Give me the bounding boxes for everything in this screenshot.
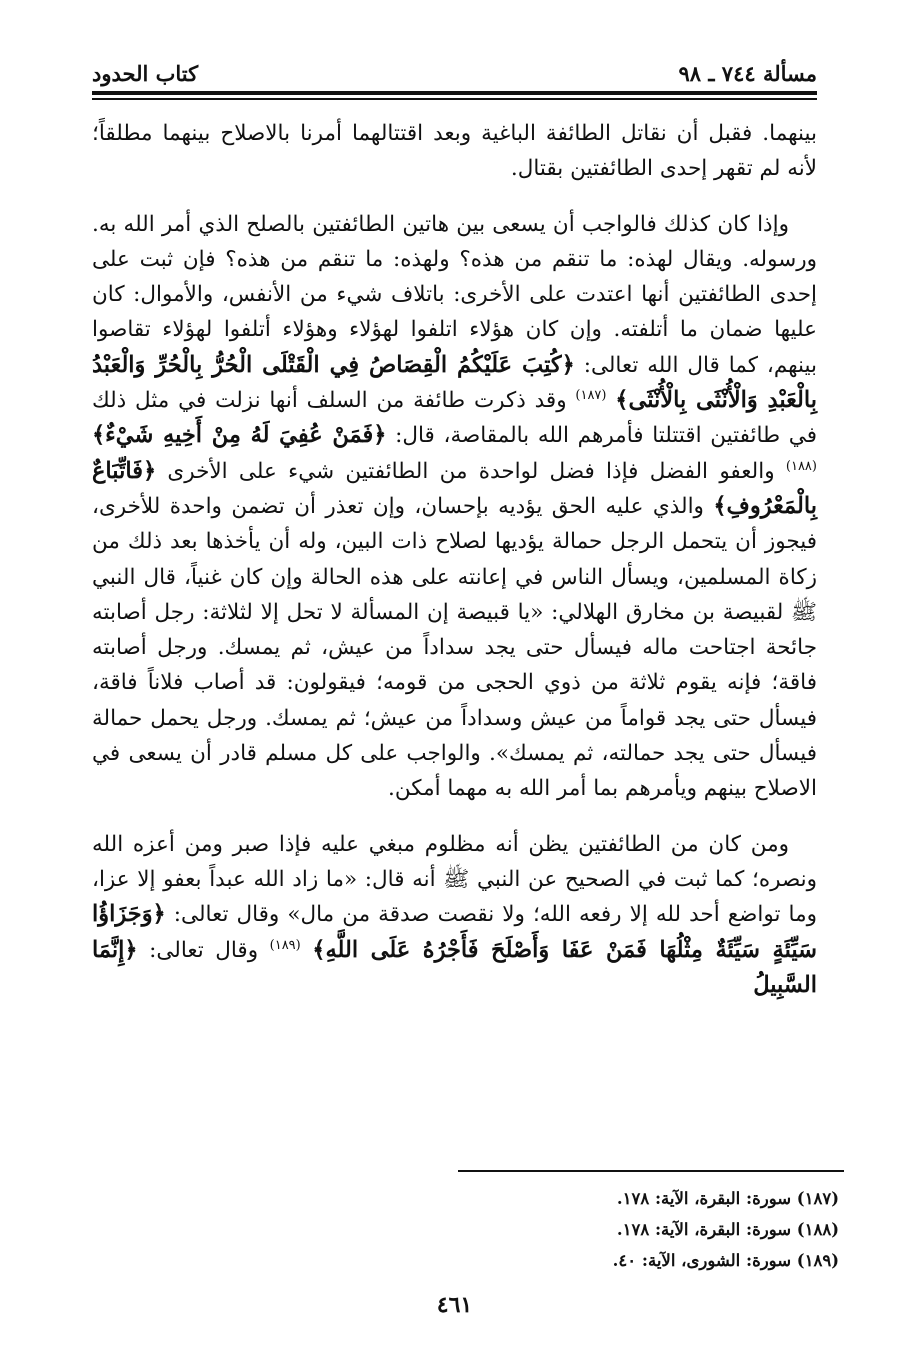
paragraph-2-text-a: وإذا كان كذلك فالواجب أن يسعى بين هاتين الطائفتين بالصلح الذي أمر الله به. ورسوله. ويقال لهذه: ما تنقم من هذه؟ ولهذه: ما تنقم من هذه؟ فإن ثبت على إحدى الطائفتين أنها اعتدت على الأخرى: باتلاف شيء من الأنفس، والأموال: كان عليها ضمان ما أتلفته. وإن كان هؤلاء اتلفوا لهؤلاء وهؤلاء أتلفوا لهؤلاء تقاصوا بينهم، كما قال الله تعالى: — [92, 211, 818, 378]
quran-verse-4: ﴿وَجَزَاؤُا سَيِّئَةٍ سَيِّئَةٌ مِثْلُهَا فَمَنْ عَفَا وَأَصْلَحَ فَأَجْرُهُ عَلَى اللَّهِ﴾ — [92, 901, 817, 963]
header-issue-number: مسألة ٧٤٤ ـ ٩٨ — [678, 61, 817, 86]
header-rule-thick — [92, 91, 817, 95]
header-rule-thin — [92, 98, 817, 100]
quran-verse-1: ﴿كُتِبَ عَلَيْكُمُ الْقِصَاصُ فِي الْقَتْلَى الْحُرُّ بِالْحُرِّ وَالْعَبْدُ بِالْعَبْدِ وَالْأُنْثَى بِالْأُنْثَى﴾ — [92, 351, 817, 414]
footnote-separator — [458, 1170, 844, 1172]
paragraph-3 — [92, 827, 817, 1003]
footnote-ref-187[interactable]: (١٨٧) — [575, 387, 607, 403]
paragraph-3-text-b: وقال تعالى: — [137, 937, 259, 963]
paragraph-3-text-a: ومن كان من الطائفتين يظن أنه مظلوم مبغي عليه فإذا صبر ومن أعزه الله ونصره؛ كما ثبت في الصحيح عن النبي ﷺ أنه قال: «ما زاد الله عبداً بعفو إلا عزا، وما تواضع أحد لله إلا رفعه الله؛ ولا نقصت صدقة من مال» وقال تعالى: — [92, 831, 817, 928]
quran-verse-2: ﴿فَمَنْ عُفِيَ لَهُ مِنْ أَخِيهِ شَيْءٌ﴾ — [92, 422, 387, 449]
running-header — [92, 56, 817, 86]
footnote-187: (١٨٧) سورة: البقرة، الآية: ١٧٨. — [616, 1189, 839, 1208]
header-book-title: كتاب الحدود — [92, 61, 199, 86]
footnote-ref-189[interactable]: (١٨٩) — [269, 937, 301, 953]
quran-verse-5: ﴿إِنَّمَا السَّبِيلُ — [92, 936, 817, 998]
footnote-188: (١٨٨) سورة: البقرة، الآية: ١٧٨. — [616, 1220, 839, 1239]
paragraph-2-text-c: والعفو الفضل فإذا فضل لواحدة من الطائفتين شيء على الأخرى — [156, 458, 775, 484]
main-text — [92, 116, 817, 1003]
footnote-189: (١٨٩) سورة: الشورى، الآية: ٤٠. — [612, 1251, 839, 1270]
paragraph-1: بينهما. فقبل أن نقاتل الطائفة الباغية وبعد اقتتالهما أمرنا بالاصلاح بينهما مطلقاً؛ لأنه لم تقهر إحدى الطائفتين بقتال. — [92, 121, 817, 182]
quran-verse-3: ﴿فَاتِّبَاعٌ بِالْمَعْرُوفِ﴾ — [92, 457, 817, 519]
footnote-ref-188[interactable]: (١٨٨) — [785, 458, 817, 474]
page-number: ٤٦١ — [436, 1292, 473, 1318]
paragraph-2 — [92, 207, 817, 807]
footnotes — [380, 1183, 839, 1276]
paragraph-2-text-d: والذي عليه الحق يؤديه بإحسان، وإن تعذر أن تضمن واحدة للأخرى، فيجوز أن يتحمل الرجل حمالة يؤديها لصلاح ذات البين، وله أن يأخذها بعد ذلك من زكاة المسلمين، ويسأل الناس في إعانته على هذه الحالة وإن كان غنياً، قال النبي ﷺ لقبيصة بن مخارق الهلالي: «يا قبيصة إن المسألة لا تحل إلا لثلاثة: رجل أصابته جائحة اجتاحت ماله فيسأل حتى يجد سداداً من عيش، ثم يمسك. ورجل أصابته فاقة؛ فإنه يقوم ثلاثة من ذوي الحجى من قومه؛ فيقولون: قد أصاب فلاناً فاقة، فيسأل حتى يجد قواماً من عيش وسداداً من عيش؛ ثم يمسك. ورجل يحمل حمالة فيسأل حتى يجد حمالته، ثم يمسك». والواجب على كل مسلم قادر أن يسعى في الاصلاح بينهم ويأمرهم بما أمر الله به مهما أمكن. — [92, 493, 817, 802]
paragraph-2-text-b: وقد ذكرت طائفة من السلف أنها نزلت في مثل ذلك في طائفتين اقتتلتا فأمرهم الله بالمقاصة، قال: — [92, 388, 817, 449]
